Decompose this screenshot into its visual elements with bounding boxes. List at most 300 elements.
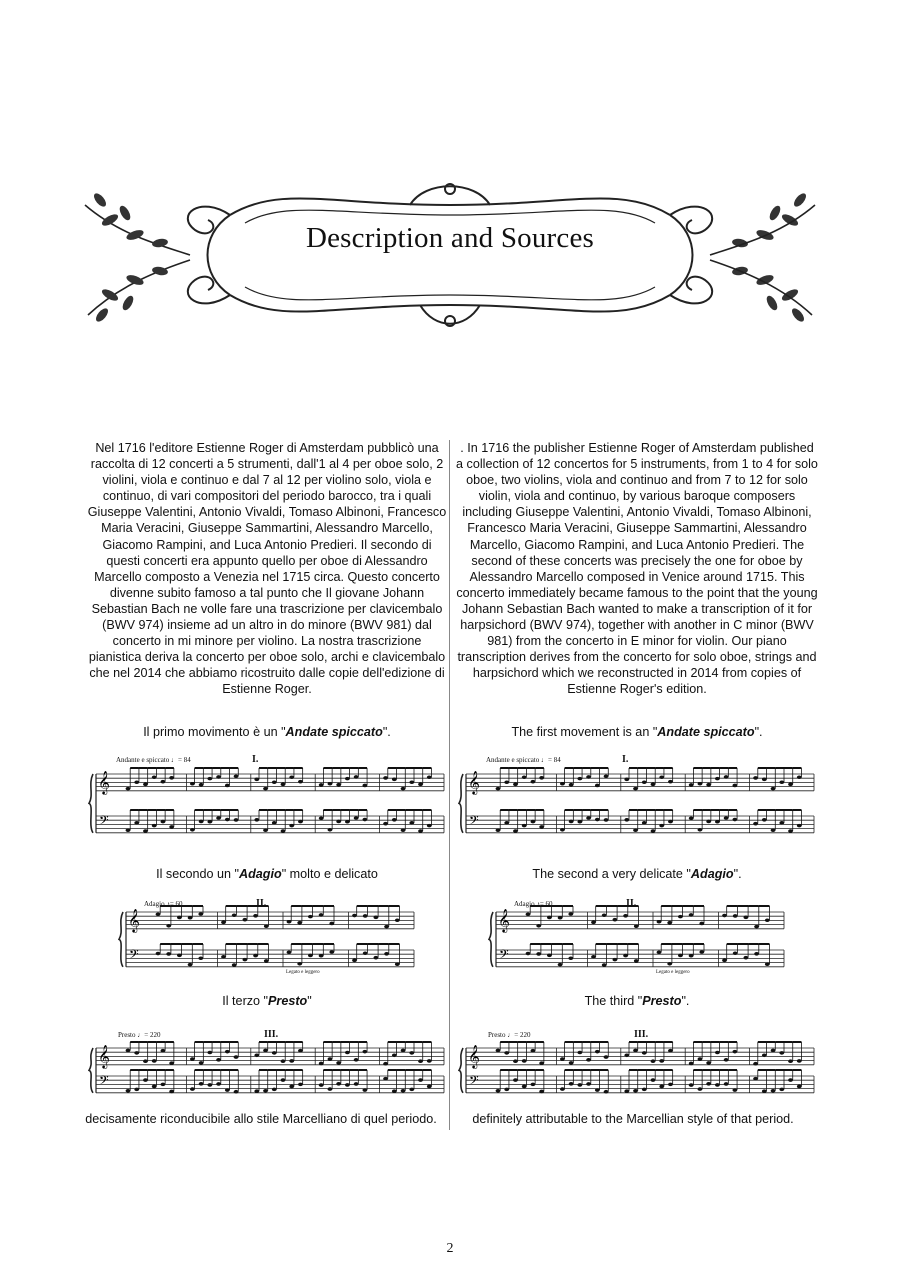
note-head [771, 828, 776, 832]
note-head [352, 914, 357, 918]
movement-numeral: II. [626, 898, 637, 909]
movement-numeral: II. [256, 898, 267, 909]
note-head [328, 1057, 333, 1061]
note-head [659, 1059, 664, 1063]
note-head [651, 1059, 656, 1063]
note-head [336, 1082, 341, 1086]
note-head [281, 829, 286, 833]
movement-numeral: I. [622, 754, 629, 765]
note-head [633, 1049, 638, 1053]
note-head [689, 1083, 694, 1087]
note-head [657, 920, 662, 924]
note-head [232, 963, 237, 967]
note-head [126, 787, 131, 791]
note-head [319, 783, 324, 787]
note-head [634, 924, 639, 928]
note-head [595, 1088, 600, 1092]
note-head [724, 1082, 729, 1086]
note-head [715, 1051, 720, 1055]
note-head [169, 776, 174, 780]
note-head [234, 1090, 239, 1094]
note-head [345, 1051, 350, 1055]
note-head [577, 777, 582, 781]
note-head [298, 1049, 303, 1053]
note-head [624, 818, 629, 822]
note-head [642, 1088, 647, 1092]
note-head [722, 959, 727, 963]
note-head [362, 818, 367, 822]
note-head [383, 822, 388, 826]
note-head [762, 1089, 767, 1093]
note-head [771, 787, 776, 791]
note-head [722, 914, 727, 918]
note-head [395, 918, 400, 922]
note-head [651, 829, 656, 833]
note-head [547, 916, 552, 920]
note-head [797, 824, 802, 828]
note-head [591, 921, 596, 925]
note-head [496, 1089, 501, 1093]
note-head [254, 778, 259, 782]
note-head [225, 1050, 230, 1054]
score-excerpt-mvt1-right [458, 754, 818, 846]
note-head [633, 1089, 638, 1093]
note-head [689, 913, 694, 917]
note-head [409, 780, 414, 784]
note-head [264, 959, 269, 963]
note-head [504, 780, 509, 784]
note-head [126, 828, 131, 832]
note-head [134, 821, 139, 825]
note-head [289, 775, 294, 779]
caption-first-movement-en: The first movement is an "Andate spiccato". [511, 725, 763, 739]
score-excerpt-mvt2-right [488, 896, 788, 980]
note-head [392, 1089, 397, 1093]
note-head [698, 782, 703, 786]
note-head [362, 784, 367, 788]
note-head [560, 1087, 565, 1091]
note-head [427, 1085, 432, 1089]
note-head [401, 1049, 406, 1053]
note-head [642, 1051, 647, 1055]
note-head [623, 914, 628, 918]
note-head [166, 924, 171, 928]
note-head [586, 775, 591, 779]
note-head [689, 816, 694, 820]
note-head [779, 1088, 784, 1092]
note-head [788, 829, 793, 833]
score-excerpt-mvt1-left [88, 754, 448, 846]
note-head [190, 782, 195, 786]
note-head [166, 952, 171, 956]
note-head [263, 828, 268, 832]
note-head [409, 1051, 414, 1055]
note-head [298, 780, 303, 784]
note-head [319, 913, 324, 917]
note-head [177, 916, 182, 920]
note-head [328, 1087, 333, 1091]
note-head [715, 820, 720, 824]
note-head [788, 783, 793, 787]
note-head [797, 1059, 802, 1063]
note-head [152, 1059, 157, 1063]
note-head [254, 818, 259, 822]
note-head [633, 787, 638, 791]
note-head [513, 1059, 518, 1063]
tempo-marking: Adagio ♪= 60 [514, 900, 553, 908]
caption-third-movement-it: Il terzo "Presto" [222, 994, 312, 1008]
note-head [156, 912, 161, 916]
performance-direction: Legato e leggero [656, 970, 690, 975]
note-head [328, 782, 333, 786]
note-head [536, 952, 541, 956]
note-head [698, 1057, 703, 1061]
bass-clef-icon: 𝄢 [499, 947, 509, 965]
note-head [272, 821, 277, 825]
note-head [190, 1087, 195, 1091]
note-head [568, 912, 573, 916]
movement-numeral: I. [252, 754, 259, 765]
note-head [287, 920, 292, 924]
note-head [699, 922, 704, 926]
note-head [604, 818, 609, 822]
tempo-marking: Presto ♩= 220 [118, 1031, 161, 1039]
note-head [263, 1049, 268, 1053]
note-head [363, 914, 368, 918]
note-head [732, 818, 737, 822]
note-head [272, 1051, 277, 1055]
note-head [427, 824, 432, 828]
note-head [319, 954, 324, 958]
note-head [363, 951, 368, 955]
note-head [234, 774, 239, 778]
note-head [651, 783, 656, 787]
note-head [689, 783, 694, 787]
note-head [225, 818, 230, 822]
note-head [392, 818, 397, 822]
note-head [762, 778, 767, 782]
note-head [374, 956, 379, 960]
note-head [401, 1089, 406, 1093]
note-head [595, 1050, 600, 1054]
note-head [504, 1088, 509, 1092]
bass-clef-icon: 𝄢 [99, 813, 109, 831]
note-head [143, 829, 148, 833]
note-head [724, 1058, 729, 1062]
note-head [651, 1078, 656, 1082]
note-head [771, 1049, 776, 1053]
tempo-marking: Andante e spiccato ♩= 84 [116, 756, 191, 764]
note-head [362, 1088, 367, 1092]
note-head [392, 778, 397, 782]
note-head [199, 1082, 204, 1086]
note-head [779, 821, 784, 825]
note-head [328, 828, 333, 832]
note-head [336, 820, 341, 824]
caption-second-movement-en: The second a very delicate "Adagio". [532, 867, 742, 881]
note-head [190, 1057, 195, 1061]
note-head [308, 915, 313, 919]
note-head [779, 1051, 784, 1055]
note-head [383, 1062, 388, 1066]
note-head [602, 963, 607, 967]
note-head [744, 956, 749, 960]
note-head [788, 1059, 793, 1063]
note-head [531, 820, 536, 824]
note-head [161, 780, 166, 784]
page-title: Description and Sources [305, 222, 595, 254]
note-head [522, 775, 527, 779]
note-head [254, 1053, 259, 1057]
note-head [715, 1083, 720, 1087]
note-head [706, 783, 711, 787]
note-head [272, 1088, 277, 1092]
note-head [539, 776, 544, 780]
note-head [678, 954, 683, 958]
note-head [418, 783, 423, 787]
note-head [613, 918, 618, 922]
note-head [272, 780, 277, 784]
note-head [199, 820, 204, 824]
note-head [634, 959, 639, 963]
note-head [281, 1059, 286, 1063]
note-head [733, 914, 738, 918]
tempo-marking: Andante e spiccato ♩= 84 [486, 756, 561, 764]
note-head [384, 925, 389, 929]
note-head [264, 924, 269, 928]
note-head [602, 913, 607, 917]
ornament-cartouche-icon [80, 175, 820, 335]
note-head [199, 1061, 204, 1065]
treble-clef-icon: 𝄞 [468, 770, 480, 794]
score-excerpt-mvt3-left [88, 1028, 448, 1104]
note-head [678, 915, 683, 919]
note-head [698, 1087, 703, 1091]
note-head [225, 1088, 230, 1092]
italian-column [86, 440, 448, 698]
note-head [732, 784, 737, 788]
english-column [456, 440, 818, 698]
note-head [753, 1062, 758, 1066]
note-head [797, 1085, 802, 1089]
note-head [354, 816, 359, 820]
note-head [715, 777, 720, 781]
note-head [308, 954, 313, 958]
note-head [207, 777, 212, 781]
note-head [586, 1082, 591, 1086]
note-head [319, 816, 324, 820]
note-head [667, 962, 672, 966]
bass-clef-icon: 𝄢 [469, 813, 479, 831]
note-head [526, 912, 531, 916]
note-head [613, 958, 618, 962]
caption-third-movement-en: The third "Presto". [584, 994, 690, 1008]
note-head [190, 828, 195, 832]
note-head [198, 912, 203, 916]
note-head [225, 784, 230, 788]
note-head [152, 775, 157, 779]
movement-numeral: III. [634, 1029, 649, 1040]
english-paragraph: . In 1716 the publisher Estienne Roger of Amsterdam published a collection of 12 concertos for 5 instruments, from 1 to 4 for solo oboe, two violins, viola and continuo and from 7 to 12 for solo violin, viola and continuo, by various baroque composers including Giuseppe Valentini, Antonio Vivaldi, Tomaso Albinoni, Francesco Maria Veracini, Giuseppe Sammartini, Alessandro Marcello, Giacomo Rampini, and Luca Antonio Predieri. The second of these concerts was precisely the one for oboe by Alessandro Marcello composed in Venice around 1715. This concerto immediately became famous to the point that the young Johann Sebastian Bach wanted to make a transcription of it for harpsichord (BWV 974), together with another in C minor (BWV 981) from the concerto in E minor for violin. Our piano transcription derives from the concerto for solo oboe, strings and harpsichord which we reconstructed in 2014 from copies of Estienne Roger's edition. [456, 441, 818, 697]
note-head [753, 776, 758, 780]
note-head [577, 1083, 582, 1087]
note-head [289, 1059, 294, 1063]
note-head [586, 1058, 591, 1062]
brace-icon [489, 912, 493, 967]
bass-clef-icon: 𝄢 [99, 1073, 109, 1091]
note-head [604, 1090, 609, 1094]
brace-icon [459, 774, 463, 833]
note-head [706, 1061, 711, 1065]
note-head [401, 787, 406, 791]
note-head [595, 784, 600, 788]
note-head [253, 954, 258, 958]
note-head [345, 1083, 350, 1087]
note-head [418, 1078, 423, 1082]
note-head [232, 913, 237, 917]
note-head [779, 780, 784, 784]
note-head [577, 820, 582, 824]
note-head [152, 824, 157, 828]
note-head [531, 1049, 536, 1053]
note-head [207, 1083, 212, 1087]
note-head [732, 1088, 737, 1092]
note-head [392, 1053, 397, 1057]
note-head [591, 955, 596, 959]
note-head [624, 1089, 629, 1093]
score-excerpt-mvt3-right [458, 1028, 818, 1104]
note-head [329, 922, 334, 926]
note-head [788, 1078, 793, 1082]
note-head [513, 829, 518, 833]
note-head [354, 1058, 359, 1062]
note-head [659, 824, 664, 828]
caption-second-movement-it: Il secondo un "Adagio" molto e delicato [156, 867, 378, 881]
note-head [526, 952, 531, 956]
note-head [595, 818, 600, 822]
note-head [667, 921, 672, 925]
note-head [216, 1082, 221, 1086]
note-head [765, 962, 770, 966]
note-head [169, 1061, 174, 1065]
note-head [744, 916, 749, 920]
note-head [642, 780, 647, 784]
note-head [298, 820, 303, 824]
note-head [762, 818, 767, 822]
note-head [143, 1078, 148, 1082]
note-head [134, 1051, 139, 1055]
note-head [754, 925, 759, 929]
note-head [216, 775, 221, 779]
note-head [126, 1089, 131, 1093]
note-head [234, 1055, 239, 1059]
note-head [724, 816, 729, 820]
note-head [161, 820, 166, 824]
note-head [143, 783, 148, 787]
note-head [797, 775, 802, 779]
note-head [243, 918, 248, 922]
note-head [706, 820, 711, 824]
note-head [243, 958, 248, 962]
closing-sentence-it: decisamente riconducibile allo stile Marcelliano di quel periodo. [85, 1112, 437, 1126]
note-head [126, 1049, 131, 1053]
note-head [547, 954, 552, 958]
note-head [560, 782, 565, 786]
note-head [496, 787, 501, 791]
note-head [668, 1083, 673, 1087]
note-head [689, 1062, 694, 1066]
note-head [336, 1061, 341, 1065]
note-head [156, 952, 161, 956]
note-head [577, 1051, 582, 1055]
note-head [297, 921, 302, 925]
note-head [418, 1059, 423, 1063]
treble-clef-icon: 𝄞 [128, 908, 140, 932]
note-head [287, 950, 292, 954]
note-head [409, 821, 414, 825]
note-head [659, 775, 664, 779]
note-head [352, 959, 357, 963]
note-head [409, 1088, 414, 1092]
note-head [298, 1083, 303, 1087]
note-head [539, 1061, 544, 1065]
note-head [207, 1051, 212, 1055]
note-head [319, 1083, 324, 1087]
note-head [319, 1062, 324, 1066]
movement-numeral: III. [264, 1029, 279, 1040]
note-head [221, 955, 226, 959]
note-head [143, 1059, 148, 1063]
note-head [336, 783, 341, 787]
note-head [733, 951, 738, 955]
note-head [522, 824, 527, 828]
note-head [289, 824, 294, 828]
note-head [395, 962, 400, 966]
note-head [216, 1058, 221, 1062]
page-number: 2 [446, 1241, 454, 1256]
note-head [569, 783, 574, 787]
treble-clef-icon: 𝄞 [468, 1044, 480, 1068]
note-head [689, 954, 694, 958]
note-head [753, 1077, 758, 1081]
note-head [152, 1085, 157, 1089]
note-head [558, 963, 563, 967]
note-head [560, 828, 565, 832]
note-head [569, 820, 574, 824]
note-head [668, 820, 673, 824]
tempo-marking: Adagio ♪= 60 [144, 900, 183, 908]
note-head [134, 780, 139, 784]
note-head [624, 1053, 629, 1057]
note-head [604, 774, 609, 778]
note-head [765, 918, 770, 922]
treble-clef-icon: 𝄞 [498, 908, 510, 932]
note-head [427, 1059, 432, 1063]
note-head [604, 1055, 609, 1059]
note-head [362, 1050, 367, 1054]
note-head [504, 821, 509, 825]
note-head [698, 828, 703, 832]
note-head [668, 780, 673, 784]
note-head [531, 1083, 536, 1087]
note-head [207, 820, 212, 824]
note-head [297, 962, 302, 966]
note-head [345, 777, 350, 781]
note-head [188, 916, 193, 920]
note-head [642, 821, 647, 825]
score-excerpt-mvt2-left [118, 896, 418, 980]
note-head [724, 775, 729, 779]
